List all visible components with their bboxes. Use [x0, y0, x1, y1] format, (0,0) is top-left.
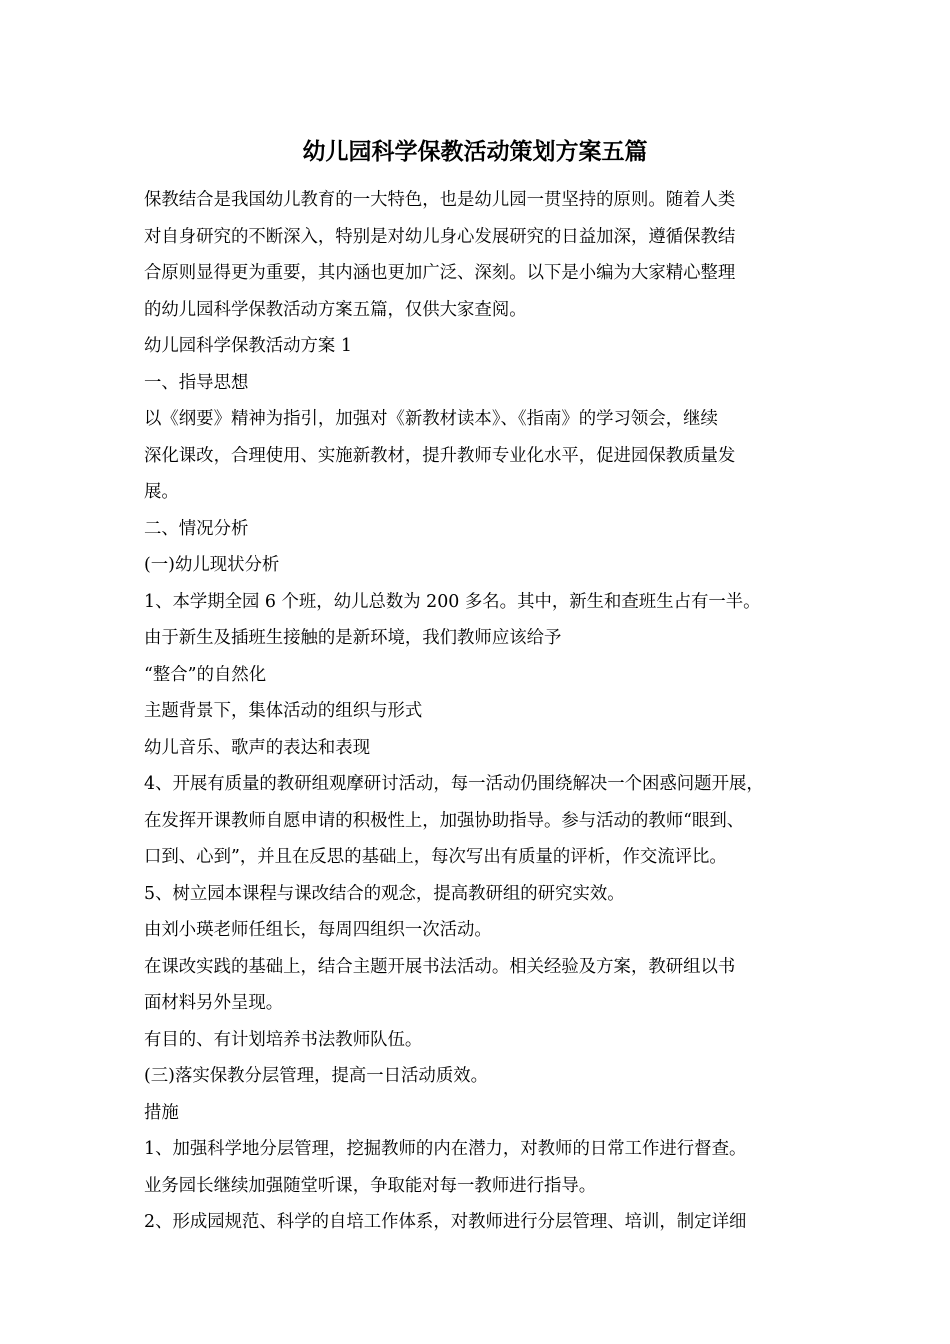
paragraph-line: 面材料另外呈现。 [144, 993, 284, 1013]
paragraph-line: 由于新生及插班生接触的是新环境，我们教师应该给予 [144, 628, 562, 648]
document-title: 幼儿园科学保教活动策划方案五篇 [302, 138, 648, 165]
section-heading: (一)幼儿现状分析 [144, 555, 280, 575]
paragraph-line: 4、开展有质量的教研组观摩研讨活动，每一活动仍围绕解决一个困惑问题开展， [144, 774, 764, 794]
document-body [144, 182, 824, 1241]
section-heading: (三)落实保教分层管理，提高一日活动质效。 [144, 1066, 488, 1086]
paragraph-line: 1、加强科学地分层管理，挖掘教师的内在潜力，对教师的日常工作进行督查。 [144, 1139, 747, 1159]
section-heading: 措施 [144, 1102, 179, 1123]
paragraph-line: 在课改实践的基础上，结合主题开展书法活动。相关经验及方案，教研组以书 [144, 956, 736, 977]
paragraph-line: 展。 [144, 482, 179, 502]
paragraph-line: 有目的、有计划培养书法教师队伍。 [144, 1029, 423, 1050]
paragraph-line: 1、本学期全园 6 个班，幼儿总数为 200 多名。其中，新生和查班生占有一半。 [144, 591, 761, 612]
paragraph-line: 合原则显得更为重要，其内涵也更加广泛、深刻。以下是小编为大家精心整理 [144, 263, 736, 283]
paragraph-line: 由刘小瑛老师任组长，每周四组织一次活动。 [144, 920, 492, 940]
paragraph-line: 的幼儿园科学保教活动方案五篇，仅供大家查阅。 [144, 299, 527, 320]
paragraph-line: 以《纲要》精神为指引，加强对《新教材读本》、《指南》的学习领会，继续 [144, 409, 718, 429]
paragraph-line: 主题背景下，集体活动的组织与形式 [144, 701, 423, 721]
paragraph-line: 在发挥开课教师自愿申请的积极性上，加强协助指导。参与活动的教师“眼到、 [144, 810, 745, 831]
section-heading: 二、情况分析 [144, 518, 249, 539]
paragraph-line: 深化课改，合理使用、实施新教材，提升教师专业化水平，促进园保教质量发 [144, 445, 736, 466]
paragraph-line: 5、树立园本课程与课改结合的观念，提高教研组的研究实效。 [144, 883, 625, 904]
paragraph-line: 保教结合是我国幼儿教育的一大特色，也是幼儿园一贯坚持的原则。随着人类 [144, 190, 736, 210]
paragraph-line: 口到、心到”，并且在反思的基础上，每次写出有质量的评析，作交流评比。 [144, 847, 727, 867]
paragraph-line: 2、形成园规范、科学的自培工作体系，对教师进行分层管理、培训，制定详细 [144, 1212, 747, 1232]
paragraph-line: 幼儿音乐、歌声的表达和表现 [144, 737, 371, 758]
section-heading: 幼儿园科学保教活动方案 1 [144, 336, 352, 356]
section-heading: 一、指导思想 [144, 372, 249, 393]
paragraph-line: 对自身研究的不断深入，特别是对幼儿身心发展研究的日益加深，遵循保教结 [144, 226, 736, 247]
paragraph-line: 业务园长继续加强随堂听课，争取能对每一教师进行指导。 [144, 1175, 597, 1196]
paragraph-line: “整合”的自然化 [144, 664, 267, 685]
